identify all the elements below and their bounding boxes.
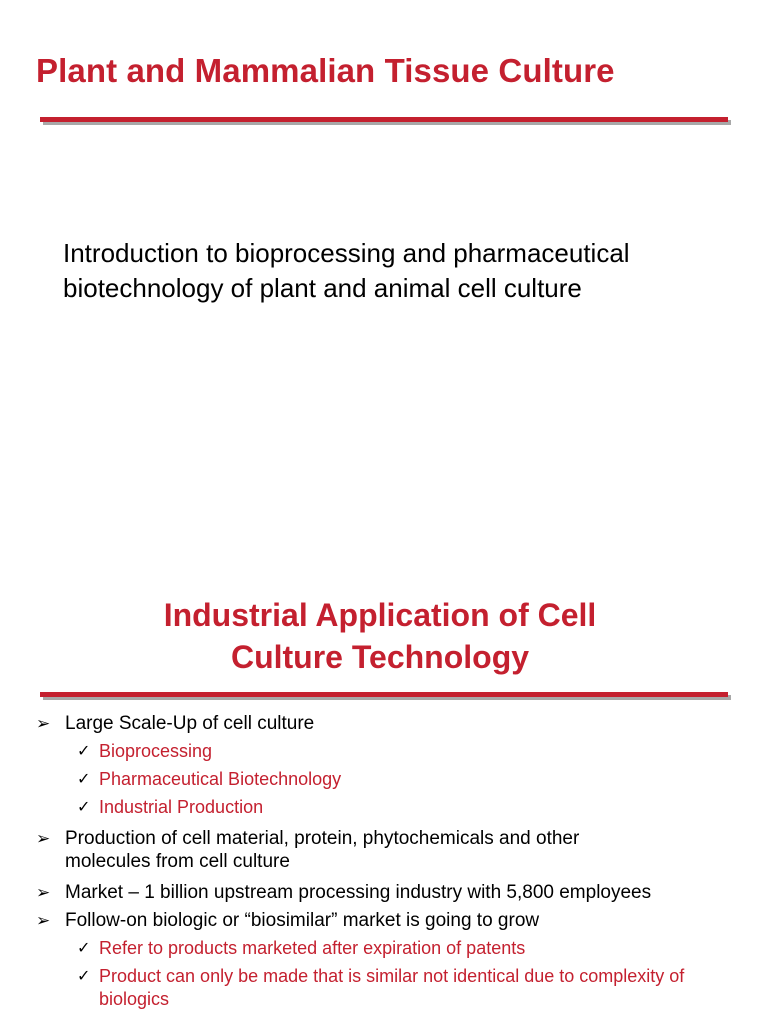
sub-bullet-text: biologics (99, 989, 170, 1009)
title-line: Industrial Application of Cell (163, 597, 597, 633)
bullet-item (36, 909, 736, 932)
checkmark-icon: ✓ (77, 940, 91, 957)
bullet-text: Market – 1 billion upstream processing industry with 5,800 employees (65, 882, 652, 903)
bullet-text: Follow-on biologic or “biosimilar” market is going to grow (65, 910, 540, 931)
slide-2-title (0, 594, 760, 678)
sub-bullet-text: Product can only be made that is similar not identical due to complexity of (99, 966, 685, 986)
sub-bullet-item (36, 740, 736, 763)
slide-1-subtitle (63, 236, 630, 306)
sub-bullet-item (36, 768, 736, 791)
sub-bullet-text: Bioprocessing (99, 741, 213, 761)
subtitle-line: Introduction to bioprocessing and pharmaceutical (63, 238, 630, 268)
bullet-item (36, 712, 736, 735)
arrow-bullet-icon: ➢ (36, 911, 51, 930)
sub-bullet-item (36, 965, 736, 1011)
title-underline (40, 117, 728, 122)
checkmark-icon: ✓ (77, 771, 91, 788)
title-underline (40, 692, 728, 697)
slide-1-title: Plant and Mammalian Tissue Culture (36, 52, 615, 89)
sub-bullet-text: Refer to products marketed after expiration of patents (99, 938, 526, 958)
sub-bullet-item (36, 937, 736, 960)
arrow-bullet-icon: ➢ (36, 714, 51, 733)
slide-2 (0, 512, 768, 1024)
sub-bullet-text: Industrial Production (99, 797, 264, 817)
sub-bullet-text: Pharmaceutical Biotechnology (99, 769, 342, 789)
arrow-bullet-icon: ➢ (36, 883, 51, 902)
checkmark-icon: ✓ (77, 743, 91, 760)
bullet-text: Production of cell material, protein, phytochemicals and other (65, 828, 580, 849)
bullet-text: Large Scale-Up of cell culture (65, 713, 315, 734)
checkmark-icon: ✓ (77, 968, 91, 985)
sub-bullet-item (36, 796, 736, 819)
title-line: Culture Technology (230, 639, 530, 675)
arrow-bullet-icon: ➢ (36, 829, 51, 848)
checkmark-icon: ✓ (77, 799, 91, 816)
bullet-item (36, 827, 736, 873)
subtitle-line: biotechnology of plant and animal cell culture (63, 273, 582, 303)
bullet-text: molecules from cell culture (65, 851, 290, 872)
bullet-list (36, 712, 736, 1011)
bullet-item (36, 881, 736, 904)
